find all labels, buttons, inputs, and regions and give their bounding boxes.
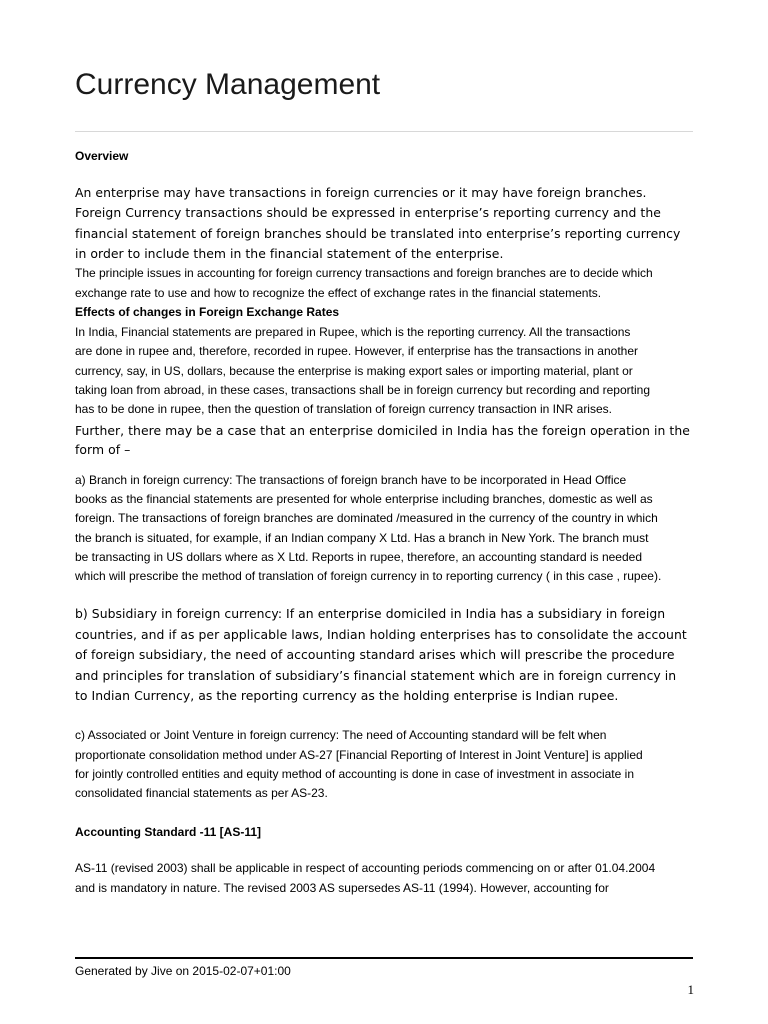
text-line: foreign. The transactions of foreign branches are dominated /measured in the currency of the country in which — [75, 511, 658, 526]
text-line: taking loan from abroad, in these cases, transactions shall be in foreign currency but recording and reporting — [75, 383, 650, 398]
text-line: c) Associated or Joint Venture in foreign currency: The need of Accounting standard will be felt when — [75, 728, 607, 743]
text-line: currency, say, in US, dollars, because the enterprise is making export sales or importing material, plant or — [75, 363, 633, 378]
title-divider — [75, 131, 693, 132]
page-title: Currency Management — [75, 68, 381, 101]
text-line: Further, there may be a case that an enterprise domiciled in India has the foreign operation in the — [75, 422, 690, 438]
item-a-paragraph — [75, 471, 693, 587]
text-line: exchange rate to use and how to recognize the effect of exchange rates in the financial statements. — [75, 286, 602, 301]
text-line: countries, and if as per applicable laws, Indian holding enterprises has to consolidate the account — [75, 626, 687, 642]
footer-generated-text: Generated by Jive on 2015-02-07+01:00 — [75, 964, 291, 978]
text-line: An enterprise may have transactions in foreign currencies or it may have foreign branches. — [75, 185, 647, 200]
as11-paragraph — [75, 858, 693, 898]
overview-paragraph — [75, 183, 693, 264]
item-b-paragraph — [75, 604, 693, 706]
text-line: proportionate consolidation method under AS-27 [Financial Reporting of Interest in Joint Venture] is applied — [75, 747, 643, 762]
effects-heading: Effects of changes in Foreign Exchange Rates — [75, 305, 340, 320]
footer-divider — [75, 957, 693, 959]
text-line: and is mandatory in nature. The revised 2003 AS supersedes AS-11 (1994). However, accounting for — [75, 880, 609, 895]
text-line: books as the financial statements are presented for whole enterprise including branches, domestic as well as — [75, 491, 653, 506]
text-line: the branch is situated, for example, if an Indian company X Ltd. Has a branch in New York. The branch must — [75, 530, 649, 545]
overview-heading: Overview — [75, 149, 129, 163]
text-line: The principle issues in accounting for foreign currency transactions and foreign branches are to decide which — [75, 266, 653, 281]
text-line: In India, Financial statements are prepared in Rupee, which is the reporting currency. All the transactions — [75, 325, 631, 340]
document-body — [75, 146, 693, 898]
text-line: b) Subsidiary in foreign currency: If an enterprise domiciled in India has a subsidiary in foreign — [75, 606, 666, 622]
text-line: to Indian Currency, as the reporting currency as the holding enterprise is Indian rupee. — [75, 688, 619, 704]
india-paragraph — [75, 323, 693, 419]
text-line: in order to include them in the financial statement of the enterprise. — [75, 245, 504, 261]
text-line: has to be done in rupee, then the question of translation of foreign currency transaction in INR arises. — [75, 402, 612, 417]
text-line: financial statement of foreign branches should be translated into enterprise’s reporting currency — [75, 225, 681, 241]
text-line: be transacting in US dollars where as X Ltd. Reports in rupee, therefore, an accounting standard is needed — [75, 549, 643, 564]
further-paragraph — [75, 421, 693, 459]
text-line: are done in rupee and, therefore, recorded in rupee. However, if enterprise has the transactions in another — [75, 344, 639, 359]
text-line: which will prescribe the method of translation of foreign currency in to reporting currency ( in this case , rupee). — [75, 569, 662, 584]
text-line: a) Branch in foreign currency: The transactions of foreign branch have to be incorporated in Head Office — [75, 472, 627, 487]
text-line: for jointly controlled entities and equity method of accounting is done in case of investment in associate in — [75, 767, 634, 782]
text-line: form of – — [75, 441, 131, 457]
text-line: consolidated financial statements as per AS-23. — [75, 786, 328, 801]
text-line: Foreign Currency transactions should be expressed in enterprise’s reporting currency and the — [75, 205, 661, 221]
item-c-paragraph — [75, 726, 693, 803]
as11-heading: Accounting Standard -11 [AS-11] — [75, 824, 262, 839]
text-line: AS-11 (revised 2003) shall be applicable in respect of accounting periods commencing on or after 01.04.2004 — [75, 860, 656, 875]
principle-paragraph — [75, 263, 693, 303]
text-line: and principles for translation of subsidiary’s financial statement which are in foreign currency in — [75, 667, 677, 683]
page-number: 1 — [687, 982, 694, 997]
text-line: of foreign subsidiary, the need of accounting standard arises which will prescribe the procedure — [75, 647, 675, 663]
